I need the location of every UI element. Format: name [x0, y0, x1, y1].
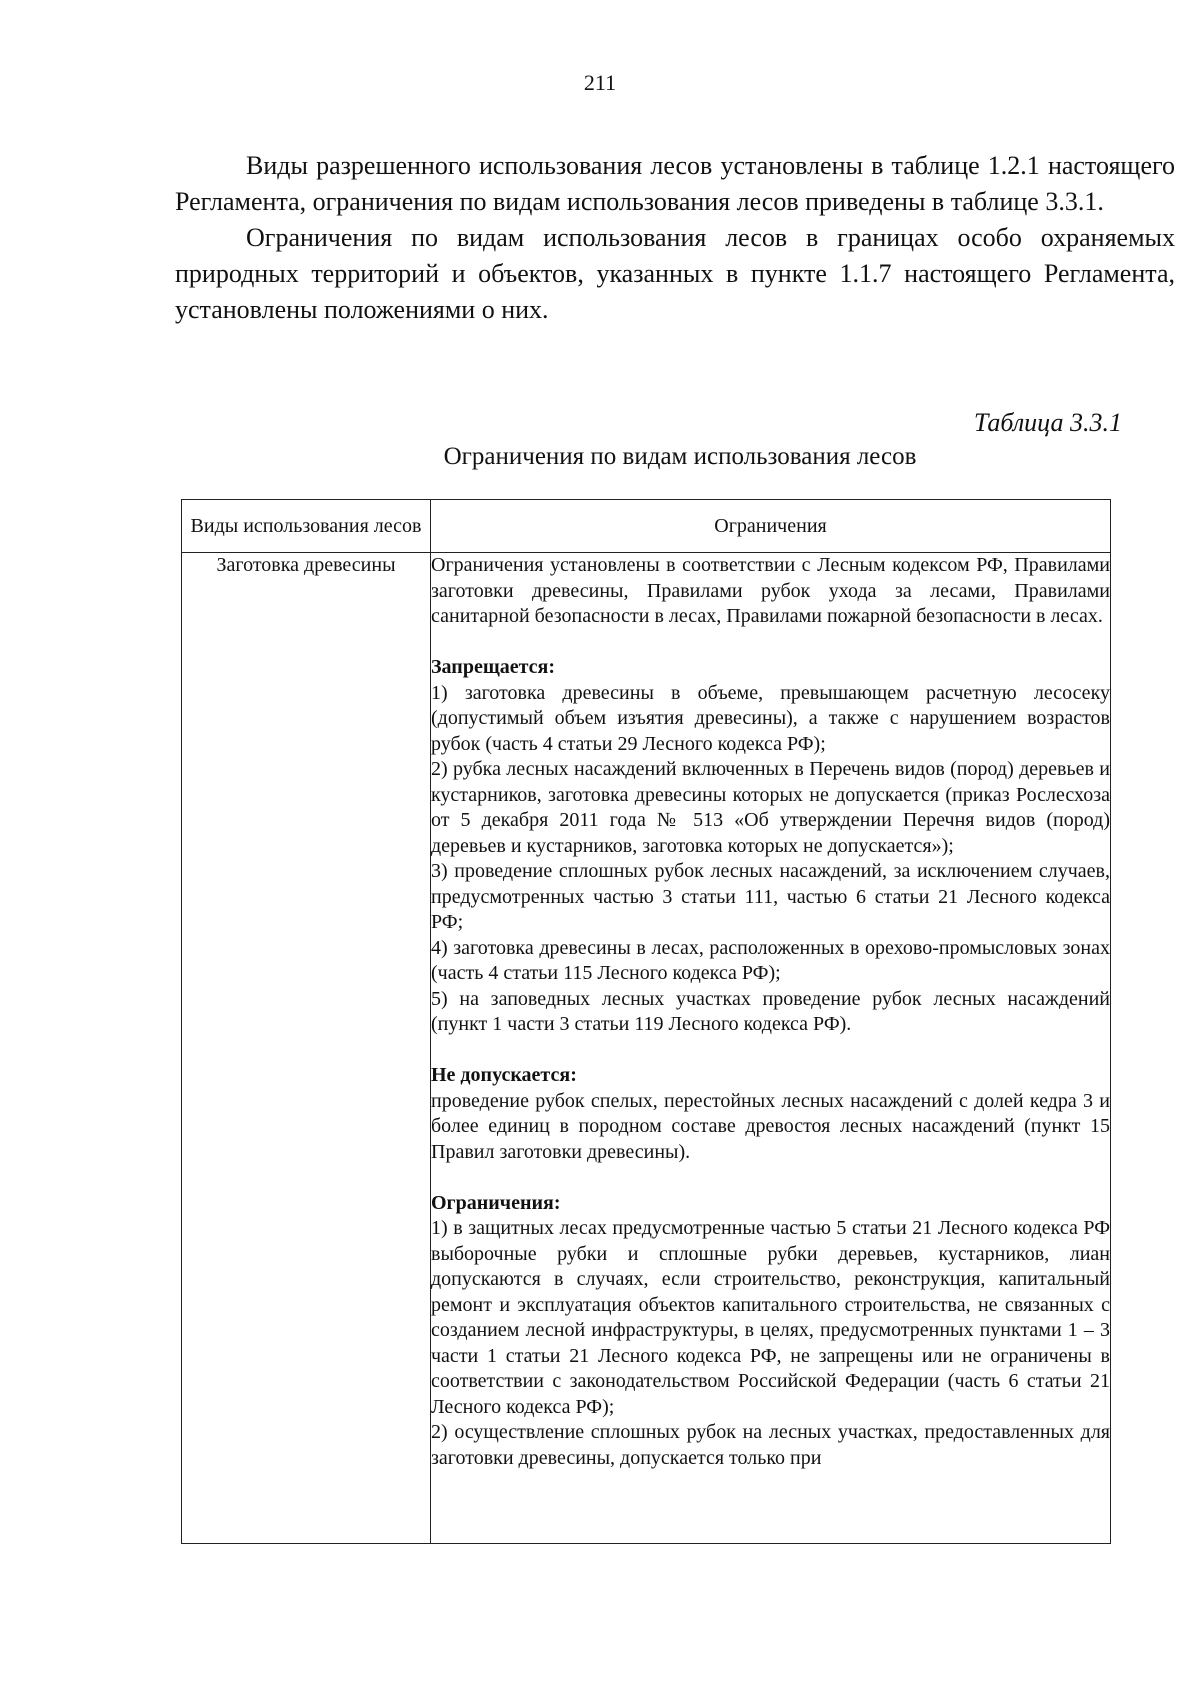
prohibited-heading: Запрещается:: [431, 656, 556, 678]
not-allowed-text: проведение рубок спелых, перестойных лесных насаждений с долей кедра 3 и более единиц в породном составе древостоя лесных насаждений (пункт 15 Правил заготовки древесины).: [431, 1089, 1110, 1163]
header-use-types: Виды использования лесов: [182, 500, 431, 553]
use-type-cell: Заготовка древесины: [182, 553, 431, 1544]
restrictions-cell: [431, 553, 1111, 1544]
not-allowed-block: [431, 1063, 1110, 1165]
intro-paragraph-2: Ограничения по видам использования лесов в границах особо охраняемых природных территорий и объектов, указанных в пункте 1.1.7 настоящего Регламента, установлены положениями о них.: [175, 223, 1175, 324]
prohibited-item-4: 4) заготовка древесины в лесах, расположенных в орехово-промысловых зонах (часть 4 статьи 115 Лесного кодекса РФ);: [431, 936, 1110, 984]
restrictions-block: [431, 1191, 1110, 1472]
prohibited-item-2: 2) рубка лесных насаждений включенных в Перечень видов (пород) деревьев и кустарников, заготовка древесины которых не допускается (приказ Рослесхоза от 5 декабря 2011 года № 513 «Об утверждении Перечня видов (пород) деревьев и кустарников, заготовка которых не допускается»);: [431, 758, 1110, 857]
page-number: 211: [583, 70, 617, 95]
table-title: Ограничения по видам использования лесов: [443, 443, 917, 470]
general-restrictions-text: Ограничения установлены в соответствии с Лесным кодексом РФ, Правилами заготовки древесины, Правилами рубок ухода за лесами, Правилами санитарной безопасности в лесах, Правилами пожарной безопасности в лесах.: [431, 554, 1110, 627]
not-allowed-heading: Не допускается:: [431, 1064, 577, 1086]
restrictions-heading: Ограничения:: [431, 1191, 561, 1214]
intro-text: [175, 148, 1175, 328]
table-caption: Таблица 3.3.1: [973, 408, 1122, 437]
prohibited-item-1: 1) заготовка древесины в объеме, превышающем расчетную лесосеку (допустимый объем изъятия древесины), а также с нарушением возрастов рубок (часть 4 статьи 29 Лесного кодекса РФ);: [431, 681, 1110, 755]
restriction-item-1: 1) в защитных лесах предусмотренные частью 5 статьи 21 Лесного кодекса РФ выборочные рубки и сплошные рубки деревьев, кустарников, лиан допускаются в случаях, если строительство, реконструкция, капитальный ремонт и эксплуатация объектов капитального строительства, не связанных с созданием лесной инфраструктуры, в целях, предусмотренных пунктами 1 – 3 части 1 статьи 21 Лесного кодекса РФ, не запрещены или не ограничены в соответствии с законодательством Российской Федерации (часть 6 статьи 21 Лесного кодекса РФ);: [431, 1217, 1110, 1418]
table-row: [182, 553, 1111, 1544]
restrictions-table: [181, 499, 1111, 1544]
general-restrictions-block: [431, 553, 1110, 630]
prohibited-block: [431, 655, 1110, 1038]
restriction-item-2: 2) осуществление сплошных рубок на лесных участках, предоставленных для заготовки древесины, допускается только при: [431, 1421, 1110, 1469]
header-restrictions: Ограничения: [431, 500, 1111, 553]
intro-paragraph-1: Виды разрешенного использования лесов установлены в таблице 1.2.1 настоящего Регламента, ограничения по видам использования лесов приведены в таблице 3.3.1.: [175, 151, 1175, 216]
prohibited-item-5: 5) на заповедных лесных участках проведение рубок лесных насаждений (пункт 1 части 3 статьи 119 Лесного кодекса РФ).: [431, 987, 1110, 1035]
prohibited-item-3: 3) проведение сплошных рубок лесных насаждений, за исключением случаев, предусмотренных частью 3 статьи 111, частью 6 статьи 21 Лесного кодекса РФ;: [431, 860, 1110, 933]
table-header-row: [182, 500, 1111, 553]
